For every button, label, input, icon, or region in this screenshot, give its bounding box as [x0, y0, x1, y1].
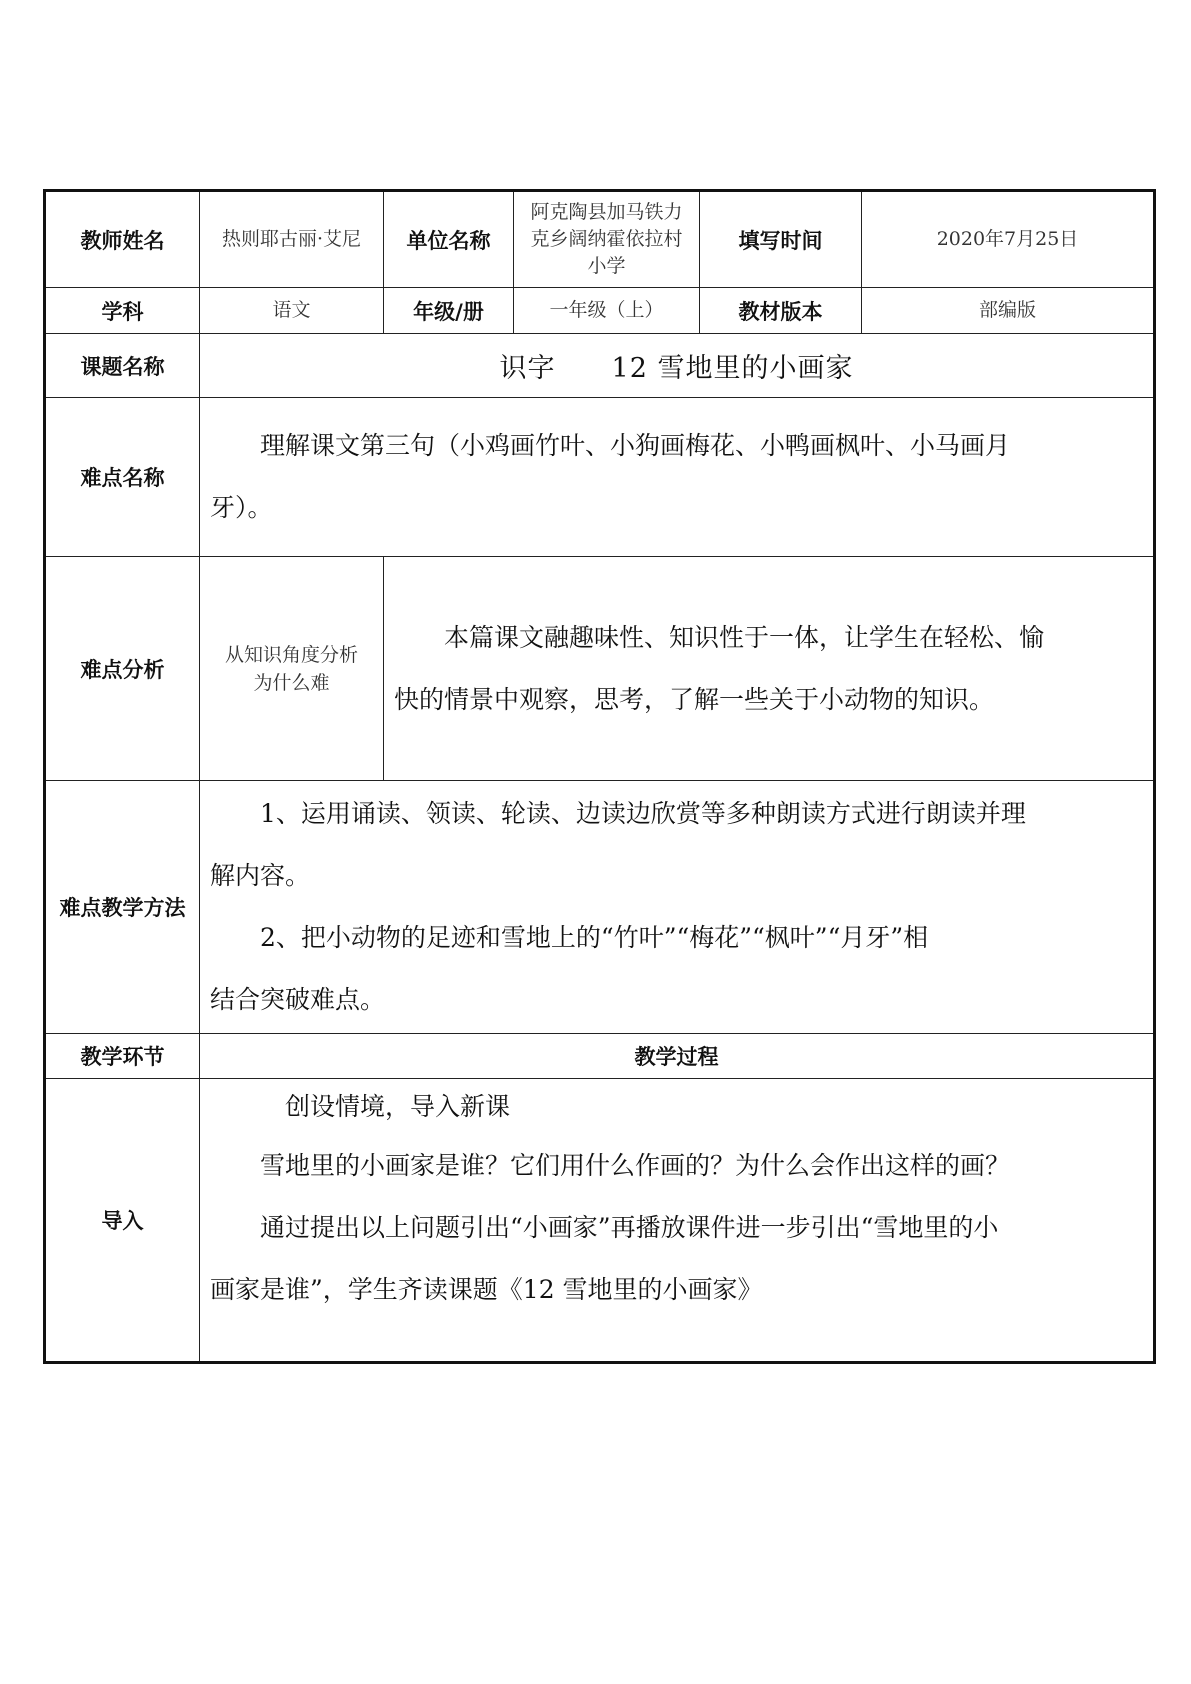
teacher-name-label: 教师姓名	[45, 191, 200, 288]
fill-date-value: 2020年7月25日	[862, 191, 1155, 288]
difficulty-name-label: 难点名称	[45, 398, 200, 557]
intro-line-2: 雪地里的小画家是谁？它们用什么作画的？为什么会作出这样的画？	[260, 1151, 1011, 1180]
grade-value: 一年级（上）	[514, 288, 700, 334]
intro-line-3: 通过提出以上问题引出“小画家”再播放课件进一步引出“雪地里的小	[260, 1213, 999, 1242]
method-line-4: 结合突破难点。	[210, 985, 386, 1014]
lesson-title-label: 课题名称	[45, 334, 200, 398]
unit-name-label: 单位名称	[384, 191, 514, 288]
lesson-title-value: 识字 12 雪地里的小画家	[200, 334, 1155, 398]
analysis-perspective-text: 从知识角度分析为什么难	[200, 557, 384, 781]
intro-line-4: 画家是谁”，学生齐读课题《12 雪地里的小画家》	[210, 1275, 763, 1304]
method-line-2: 解内容。	[210, 861, 311, 890]
intro-stage-label: 导入	[45, 1079, 200, 1363]
method-line-1: 1、运用诵读、领读、轮读、边读边欣赏等多种朗读方式进行朗读并理	[260, 799, 1026, 828]
difficulty-analysis-label: 难点分析	[45, 557, 200, 781]
intro-line-1: 创设情境，导入新课	[285, 1092, 511, 1121]
teacher-name-value: 热则耶古丽·艾尼	[200, 191, 384, 288]
fill-date-label: 填写时间	[700, 191, 862, 288]
edition-value: 部编版	[862, 288, 1155, 334]
teaching-method-text	[200, 781, 1155, 1034]
method-line-3: 2、把小动物的足迹和雪地上的“竹叶”“梅花”“枫叶”“月牙”相	[260, 923, 929, 952]
edition-label: 教材版本	[700, 288, 862, 334]
unit-name-value: 阿克陶县加马铁力克乡阔纳霍依拉村小学	[514, 191, 700, 288]
difficulty-name-text	[200, 398, 1155, 557]
teaching-method-label: 难点教学方法	[45, 781, 200, 1034]
analysis-line-2: 快的情景中观察，思考，了解一些关于小动物的知识。	[394, 684, 995, 714]
teaching-stage-header: 教学环节	[45, 1034, 200, 1079]
difficulty-analysis-text	[384, 557, 1155, 781]
difficulty-name-line-1: 理解课文第三句（小鸡画竹叶、小狗画梅花、小鸭画枫叶、小马画月	[260, 431, 1011, 460]
subject-value: 语文	[200, 288, 384, 334]
lesson-plan-table	[43, 189, 1153, 1364]
teaching-process-header: 教学过程	[200, 1034, 1155, 1079]
analysis-line-1: 本篇课文融趣味性、知识性于一体，让学生在轻松、愉	[444, 622, 1045, 652]
subject-label: 学科	[45, 288, 200, 334]
intro-process-text	[200, 1079, 1155, 1363]
grade-label: 年级/册	[384, 288, 514, 334]
difficulty-name-line-2: 牙）。	[210, 493, 273, 522]
